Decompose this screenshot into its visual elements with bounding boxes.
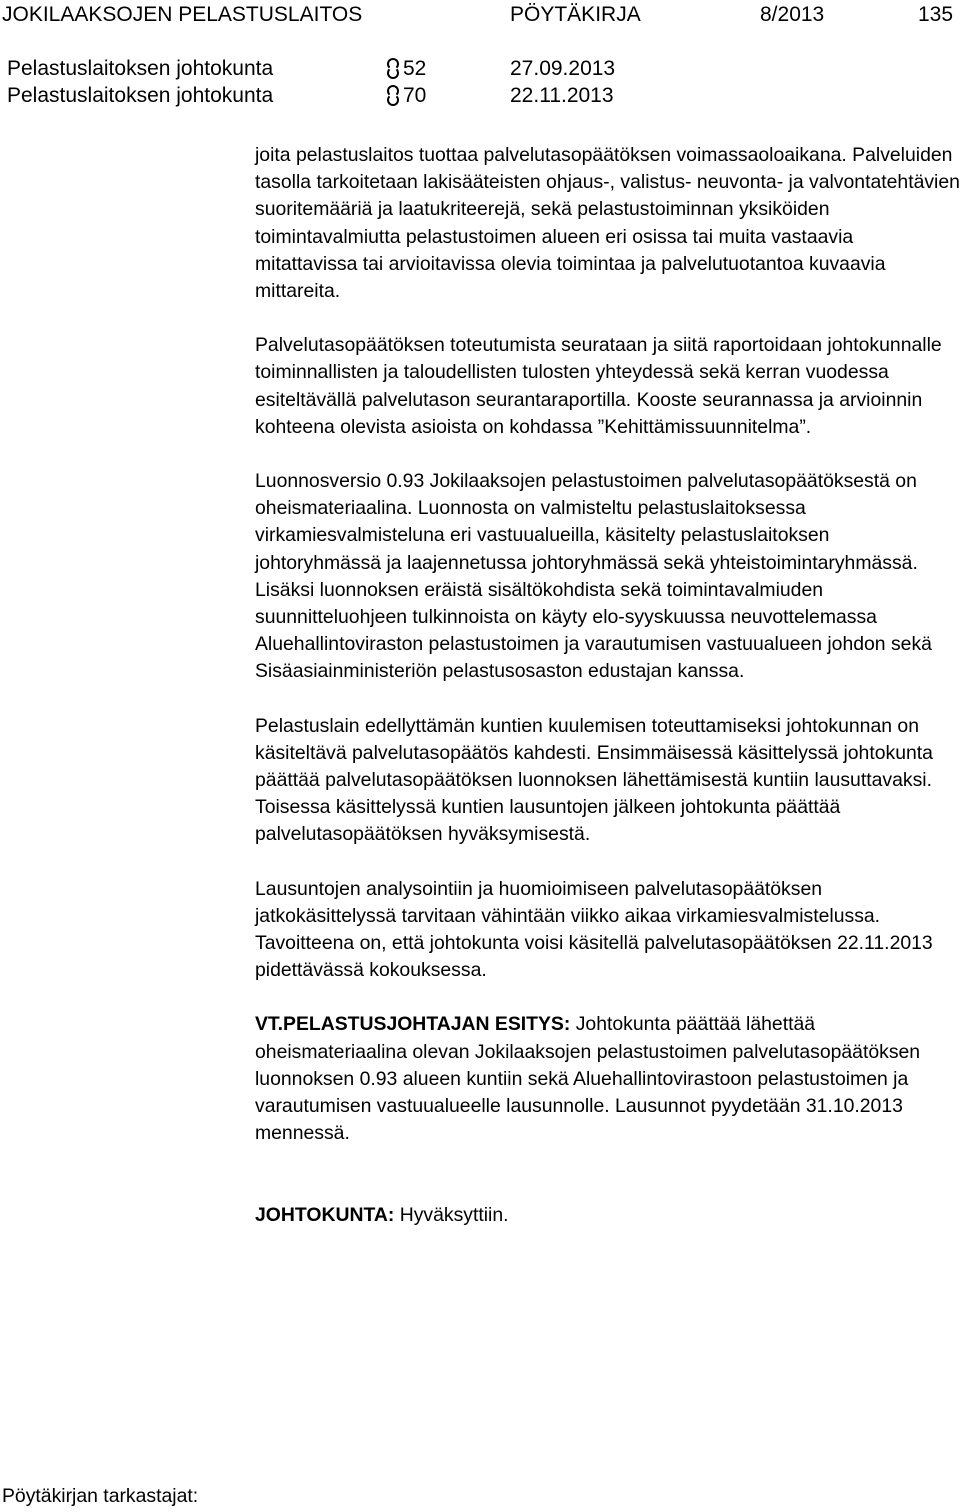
- issue-number: 8/2013: [760, 3, 825, 26]
- meeting-date: 22.11.2013: [510, 84, 614, 107]
- section-number: 52: [403, 57, 427, 80]
- meeting-ref-row: [0, 84, 960, 112]
- meeting-body: Pelastuslaitoksen johtokunta: [7, 84, 274, 107]
- body-paragraph: Luonnosversio 0.93 Jokilaaksojen pelastustoimen palvelutasopäätöksestä on oheismateriaalina. Luonnosta on valmisteltu pelastuslaitoksessa virkamiesvalmisteluna eri vastuualueilla, käsitelty pelastuslaitoksen johtoryhmässä ja laajennetussa johtoryhmässä sekä yhteistoimintaryhmässä. Lisäksi luonnoksen eräistä sisältökohdista sekä toimintavalmiuden suunnitteluohjeen tulkinnoista on käyty elo-syyskuussa neuvottelemassa Aluehallintoviraston pelastustoimen ja varautumisen vastuualueen johdon sekä Sisäasiainministeriön pelastusosaston edustajan kanssa.: [255, 470, 932, 683]
- document-type: PÖYTÄKIRJA: [510, 3, 641, 26]
- meeting-ref-row: [0, 57, 960, 85]
- body-paragraph: Pelastuslain edellyttämän kuntien kuulemisen toteuttamiseksi johtokunnan on käsiteltävä palvelutasopäätös kahdesti. Ensimmäisessä käsittelyssä johtokunta päättää palvelutasopäätöksen luonnoksen lähettämisestä kuntiin lausuttavaksi. Toisessa käsittelyssä kuntien lausuntojen jälkeen johtokunta päättää palvelutasopäätöksen hyväksymisestä.: [255, 714, 933, 846]
- body-paragraph: joita pelastuslaitos tuottaa palvelutasopäätöksen voimassaoloaikana. Palveluiden tasolla tarkoitetaan lakisääteisten ohjaus-, valistus- neuvonta- ja valvontatehtävien suoritemääriä ja laatukriteerejä, sekä pelastustoiminnan yksiköiden toimintavalmiutta pelastustoimen alueen eri osissa tai muita vastaavia mitattavissa tai arvioitavissa olevia toimintaa ja palvelutuotantoa kuvaavia mittareita.: [255, 144, 960, 303]
- decision-paragraph: [255, 1202, 960, 1229]
- proposal-text: Johtokunta päättää lähettää oheismateriaalina olevan Jokilaaksojen pelastustoimen palvelutasopäätöksen luonnoksen 0.93 alueen kuntiin sekä Aluehallintovirastoon pelastustoimen ja varautumisen vastuualueelle lausunnolle. Lausunnot pyydetään 31.10.2013 mennessä.: [255, 1013, 921, 1145]
- reviewers-label: Pöytäkirjan tarkastajat:: [2, 1485, 199, 1507]
- meeting-date: 27.09.2013: [510, 57, 616, 80]
- section-number: 70: [403, 84, 427, 107]
- page-number: 135: [918, 3, 954, 26]
- proposal-label: VT.PELASTUSJOHTAJAN ESITYS:: [255, 1013, 571, 1036]
- document-header: [0, 0, 960, 40]
- body-paragraph: Lausuntojen analysointiin ja huomioimiseen palvelutasopäätöksen jatkokäsittelyssä tarvitaan vähintään viikko aikaa virkamiesvalmistelussa. Tavoitteena on, että johtokunta voisi käsitellä palvelutasopäätöksen 22.11.2013 pidettävässä kokouksessa.: [255, 877, 933, 982]
- proposal-paragraph: [255, 1011, 960, 1147]
- meeting-body: Pelastuslaitoksen johtokunta: [7, 57, 274, 80]
- document-body: [255, 142, 960, 1256]
- decision-label: JOHTOKUNTA:: [255, 1203, 395, 1226]
- body-paragraph: Palvelutasopäätöksen toteutumista seurataan ja siitä raportoidaan johtokunnalle toiminnallisten ja taloudellisten tulosten yhteydessä sekä kerran vuodessa esiteltävällä palvelutason seurantaraportilla. Kooste seurannassa ja arvioinnin kohteena olevista asioista on kohdassa ”Kehittämissuunnitelma”.: [255, 334, 942, 438]
- decision-text: Hyväksyttiin.: [394, 1203, 509, 1226]
- organization-name: JOKILAAKSOJEN PELASTUSLAITOS: [2, 3, 363, 26]
